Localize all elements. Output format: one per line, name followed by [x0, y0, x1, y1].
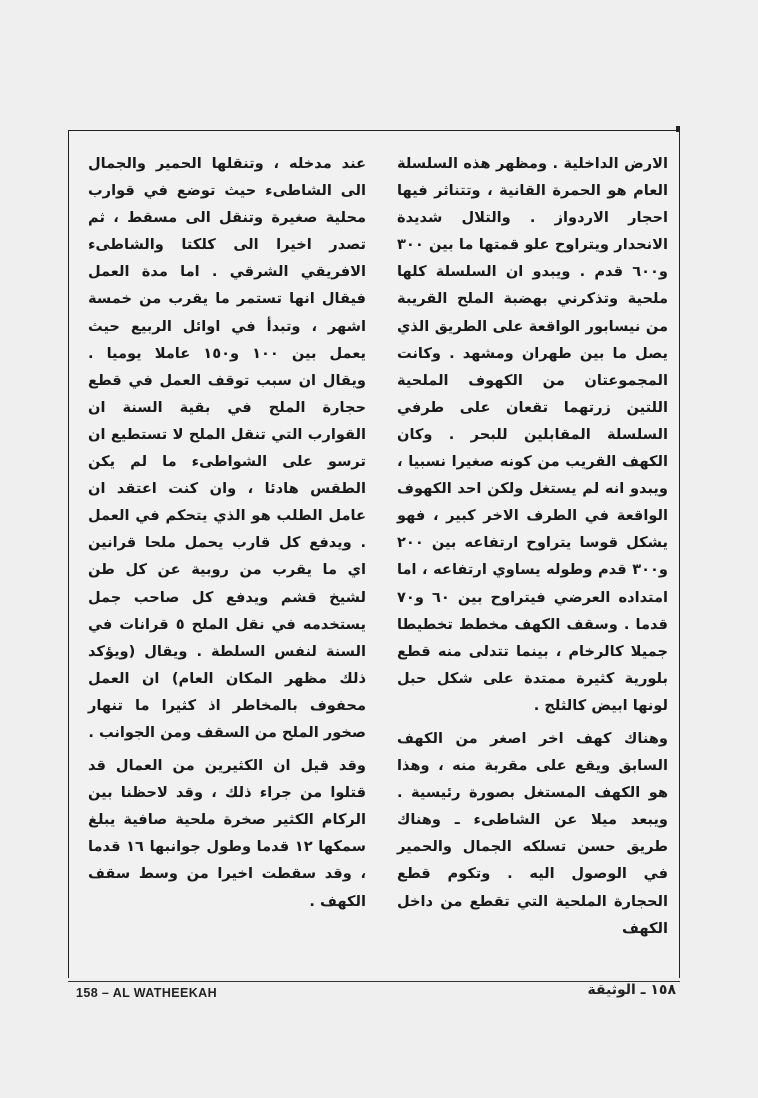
footer-page-label-latin: 158 – AL WATHEEKAH: [76, 986, 218, 1000]
paragraph: الارض الداخلية . ومظهر هذه السلسلة العام هو الحمرة القانية ، وتتناثر فيها احجار الاردواز . والتلال شديدة الانحدار ويتراوح علو قمتها ما بين ٣٠٠ و٦٠٠ قدم . ويبدو ان السلسلة كلها ملحية وتذكرني بهضبة الملح القريبة من نيسابور الواقعة على الطريق الذي يصل ما بين طهران ومشهد . وكانت المجموعتان من الكهوف الملحية اللتين زرتهما تقعان على طرفي السلسلة المقابلين للبحر . وكان الكهف القريب من كونه صغيرا نسبيا ، ويبدو انه لم يستغل ولكن احد الكهوف الواقعة في الطرف الاخر كبير ، فهو يشكل قوسا يتراوح ارتفاعه بين ٢٠٠ و٣٠٠ قدم وطوله يساوي ارتفاعه ، اما امتداده العرضي فيتراوح بين ٦٠ و٧٠ قدما . وسقف الكهف مخطط تخطيطا جميلا كالرخام ، بينما تتدلى منه قطع بلورية كثيرة ممتدة على شكل حبل لونها ابيض كالثلج .: [397, 155, 669, 714]
article-column-left: [88, 150, 366, 915]
footer-page-label-arabic: ١٥٨ ـ الوثيقة: [587, 982, 676, 998]
paragraph: وهناك كهف اخر اصغر من الكهف السابق ويقع على مقربة منه ، وهذا هو الكهف المستغل بصورة رئيسية . ويبعد ميلا عن الشاطىء ـ وهناك طريق حسن تسلكه الجمال والحمير في الوصول اليه . وتكوم قطع الحجارة الملحية التي تقطع من داخل الكهف: [397, 729, 668, 937]
article-column-right: [397, 150, 668, 942]
paragraph: عند مدخله ، وتنقلها الحمير والجمال الى الشاطىء حيث توضع في قوارب محلية صغيرة وتنقل الى مسقط ، ثم تصدر اخيرا الى كلكتا والشاطىء الافريقي الشرقي . اما مدة العمل فيقال انها تستمر ما يقرب من خمسة اشهر ، وتبدأ في اوائل الربيع حيث يعمل بين ١٠٠ و١٥٠ عاملا يوميا . ويقال ان سبب توقف العمل في قطع حجارة الملح في بقية السنة ان القوارب التي تنقل الملح لا تستطيع ان ترسو على الشواطىء ما لم يكن الطقس هادئا ، وان كنت اعتقد ان عامل الطلب هو الذي يتحكم في العمل . ويدفع كل قارب يحمل ملحا قرانين اي ما يقرب من روبية عن كل طن لشيخ قشم ويدفع كل صاحب جمل يستخدمه في نقل الملح ٥ قرانات في السنة لنفس السلطة . ويقال (ويؤكد ذلك مظهر المكان العام) ان العمل محفوف بالمخاطر اذ كثيرا ما تنهار صخور الملح من السقف ومن الجوانب .: [88, 155, 366, 741]
paragraph: وقد قيل ان الكثيرين من العمال قد قتلوا من جراء ذلك ، وقد لاحظنا بين الركام الكثير صخرة ملحية صافية يبلغ سمكها ١٢ قدما وطول جوانبها ١٦ قدما ، وقد سقطت اخيرا من وسط سقف الكهف .: [88, 757, 366, 910]
frame-corner-mark: [676, 126, 680, 132]
